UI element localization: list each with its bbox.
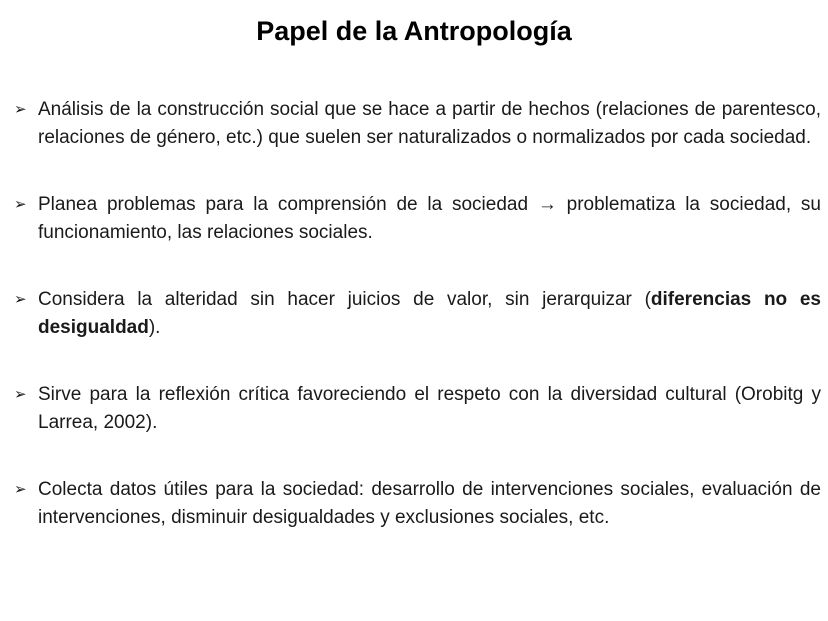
- bullet-item: [14, 286, 821, 341]
- arrowhead-bullet-icon: ➢: [14, 100, 27, 118]
- bullet-item: [14, 381, 821, 436]
- bullet-item: [14, 96, 821, 151]
- arrowhead-bullet-icon: ➢: [14, 385, 27, 403]
- arrowhead-bullet-icon: ➢: [14, 195, 27, 213]
- bullet-item: [14, 191, 821, 246]
- bullet-text: Considera la alteridad sin hacer juicios de valor, sin jerarquizar (diferencias no es desigualdad).: [38, 289, 821, 338]
- slide-title: Papel de la Antropología: [256, 16, 572, 46]
- bullet-text: Planea problemas para la comprensión de la sociedad → problematiza la sociedad, su funcionamiento, las relaciones sociales.: [38, 194, 821, 243]
- bullet-text: Sirve para la reflexión crítica favoreciendo el respeto con la diversidad cultural (Orobitg y Larrea, 2002).: [38, 384, 821, 433]
- arrowhead-bullet-icon: ➢: [14, 480, 27, 498]
- bullet-item: [14, 476, 821, 531]
- bullet-text: Análisis de la construcción social que se hace a partir de hechos (relaciones de parentesco, relaciones de género, etc.) que suelen ser naturalizados o normalizados por cada sociedad.: [38, 99, 821, 148]
- arrowhead-bullet-icon: ➢: [14, 290, 27, 308]
- bullet-list: [0, 96, 828, 531]
- bullet-text: Colecta datos útiles para la sociedad: desarrollo de intervenciones sociales, evaluación de intervenciones, disminuir desigualdades y exclusiones sociales, etc.: [38, 479, 821, 528]
